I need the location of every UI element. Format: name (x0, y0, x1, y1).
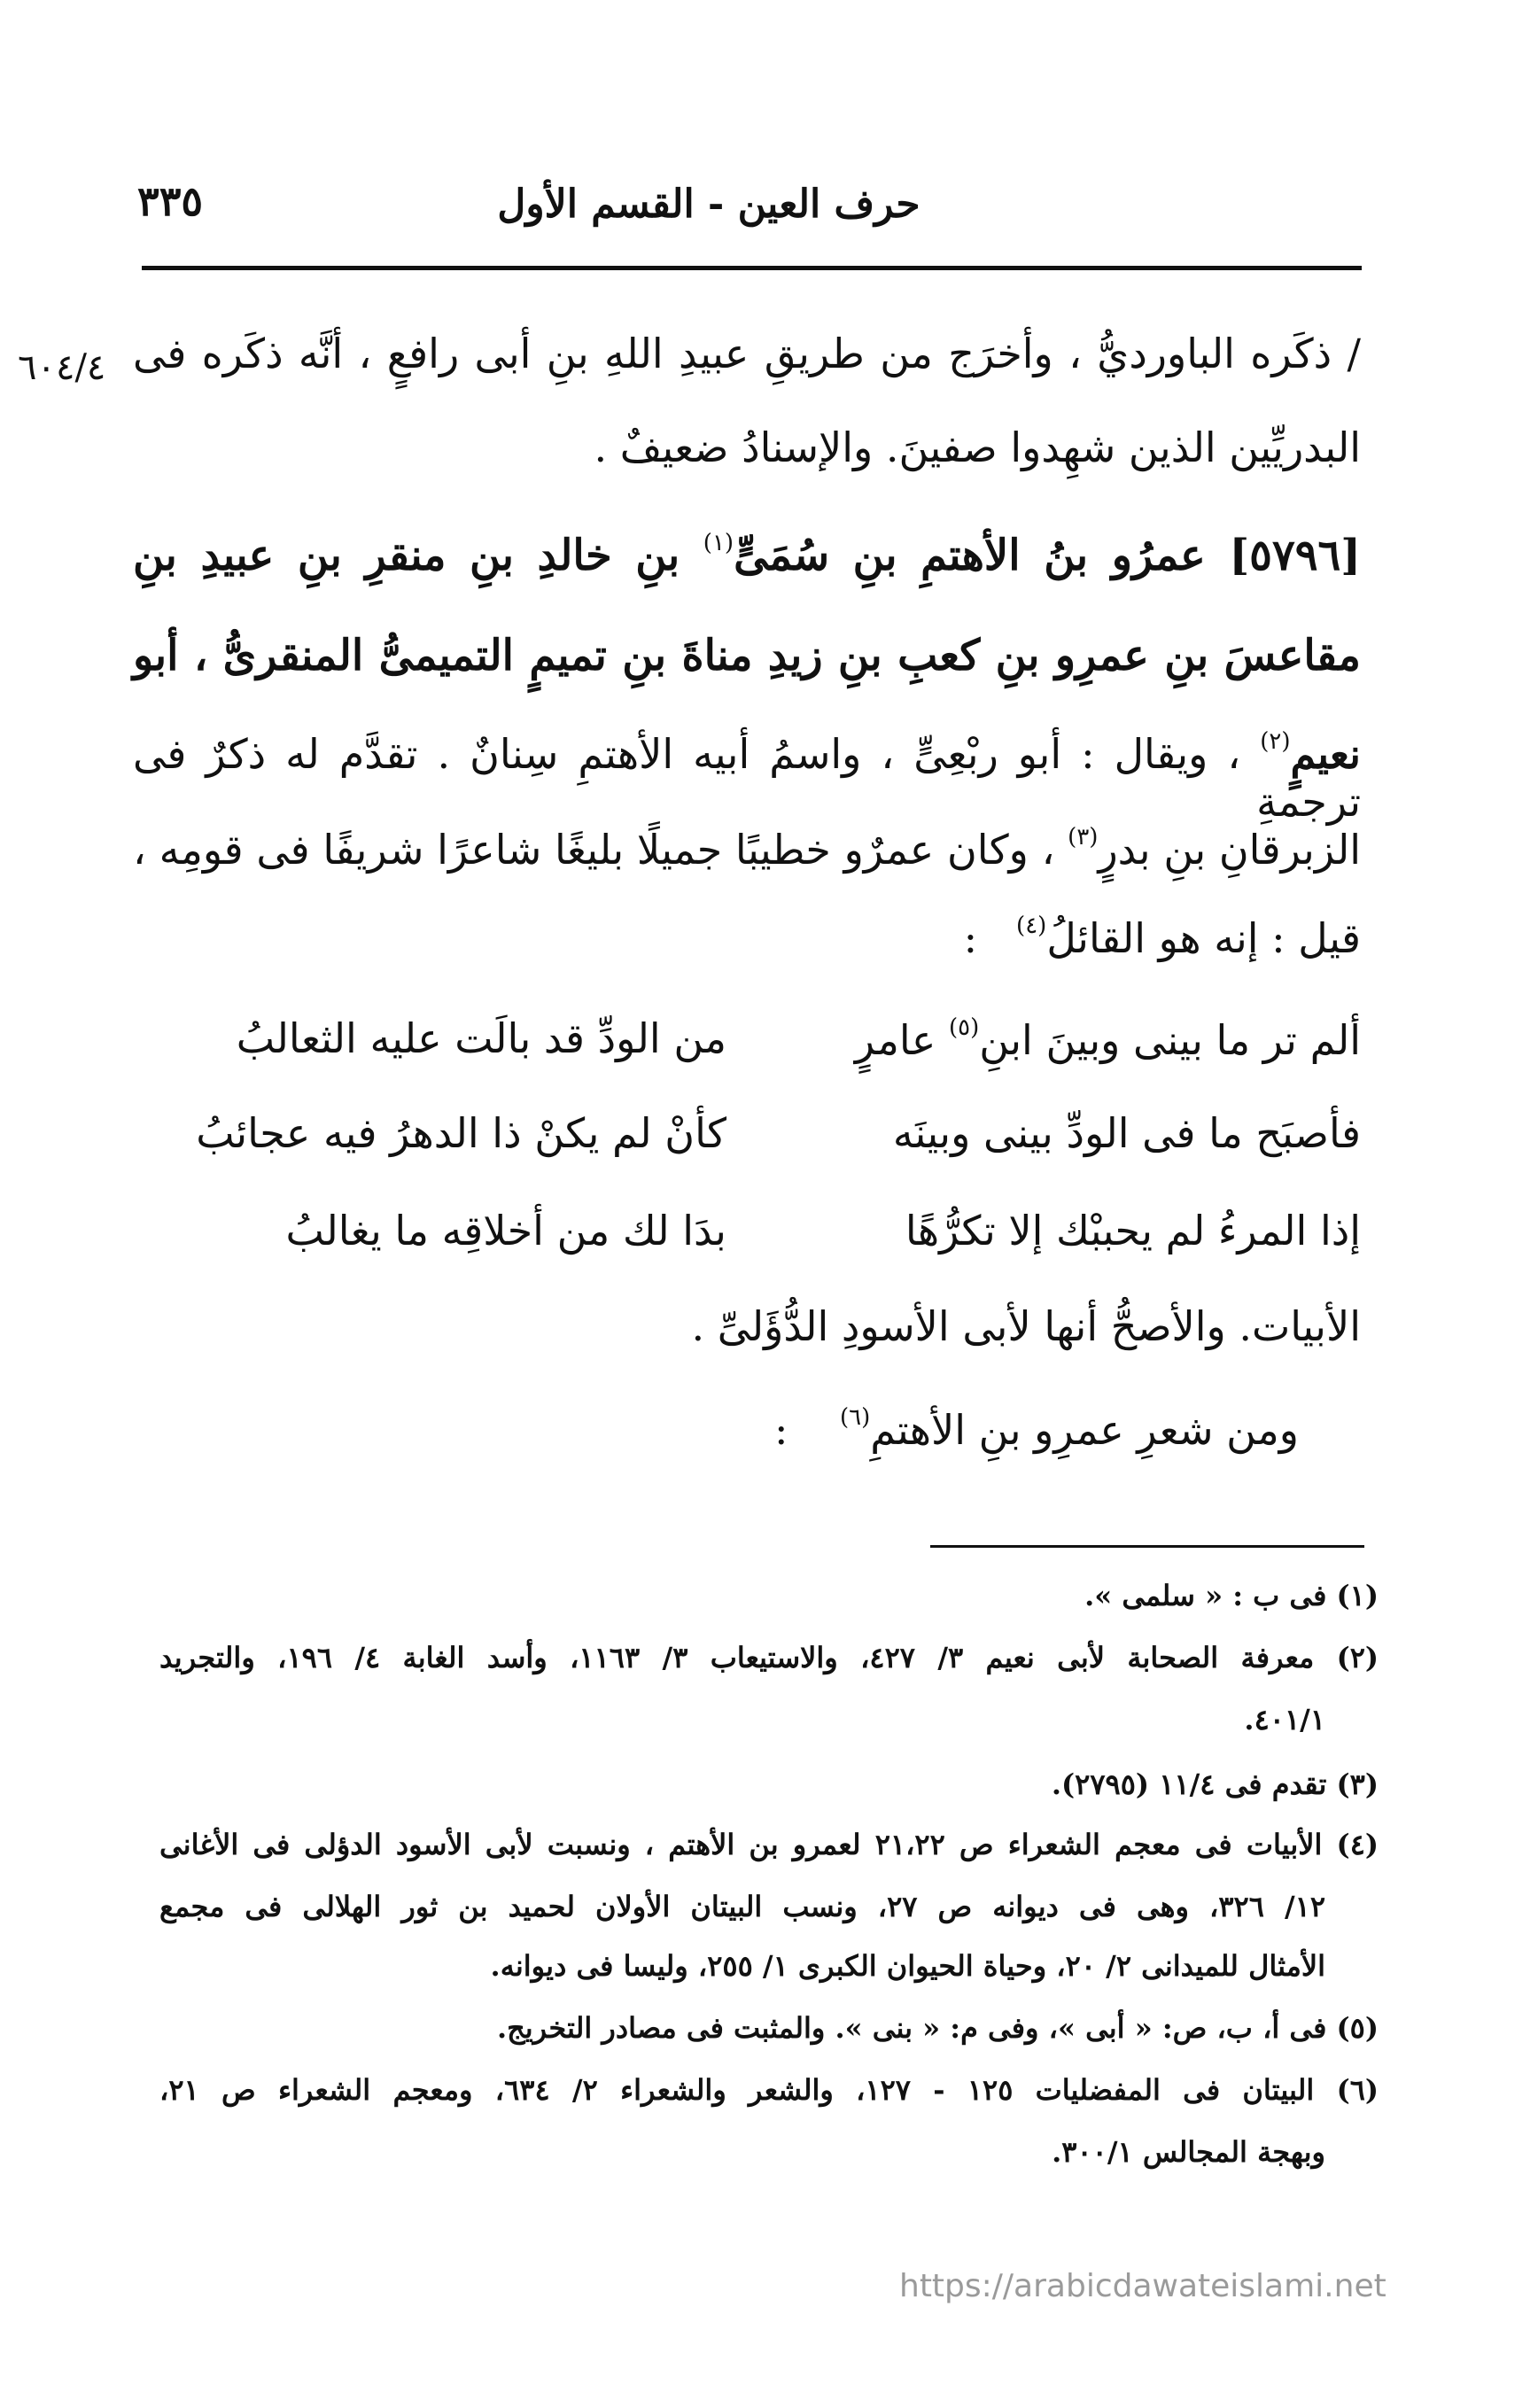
verse-3-second-hemistich: بدَا لك من أخلاقِه ما يغالبُ (285, 1207, 726, 1254)
verse-1-first-hemistich (820, 1014, 1361, 1064)
footnote-ref-1: (١) (703, 530, 734, 556)
intro-line-1: / ذكَره الباورديُّ ، وأخرَج من طريقِ عبيدِ اللهِ بنِ أبى رافعٍ ، أنَّه ذكَره فى (133, 330, 1361, 377)
footnote-4-line-1: (٤) الأبيات فى معجم الشعراء ص ٢١،٢٢ لعمرو بن الأهتم ، ونسبت لأبى الأسود الدؤلى فى الأغانى (159, 1828, 1379, 1861)
verse-1-second-hemistich: من الودِّ قد بالَت عليه الثعالبُ (236, 1014, 726, 1062)
entry-heading: [٥٧٩٦] عمرُو بنُ الأهتمِ بنِ سُمَىٍّ (734, 531, 1361, 580)
footnote-ref-5: (٥) (948, 1014, 980, 1041)
entry-line-1 (133, 530, 1361, 580)
footnote-2-line-1: (٢) معرفة الصحابة لأبى نعيم ٣/ ٤٢٧، والاستيعاب ٣/ ١١٦٣، وأسد الغابة ٤/ ١٩٦، والتجريد (159, 1641, 1379, 1674)
header-rule (142, 266, 1362, 270)
closing-line (774, 1404, 1299, 1454)
footnote-3: (٣) تقدم فى ١١/٤ (٢٧٩٥). (1051, 1767, 1379, 1801)
watermark-url: https://arabicdawateislami.net (899, 2268, 1387, 2304)
verse-text: عامرٍ (854, 1016, 936, 1064)
entry-line-2: مقاعسَ بنِ عمرِو بنِ كعبِ بنِ زيدِ مناةَ بنِ تميمٍ التميمىُّ المنقرىُّ ، أبو (133, 631, 1361, 680)
footnote-ref-6: (٦) (840, 1404, 871, 1431)
footnote-ref-4: (٤) (1016, 913, 1047, 939)
closing-text: ومن شعرِ عمرِو بنِ الأهتمِ (870, 1406, 1299, 1454)
footnote-ref-3: (٣) (1068, 824, 1099, 851)
verse-text: ألم تر ما بينى وبينَ ابنِ (979, 1016, 1361, 1064)
verse-2-second-hemistich: كأنْ لم يكنْ ذا الدهرُ فيه عجائبُ (196, 1109, 726, 1157)
footnote-1: (١) فى ب : « سلمى ». (1084, 1579, 1379, 1612)
entry-line-4-tail: ، وكان عمرٌو خطيبًا جميلًا بليغًا شاعرًا شريفًا فى قومِه ، (133, 826, 1055, 874)
entry-line-5 (964, 913, 1361, 962)
entry-line-5-tail: : (963, 914, 978, 962)
verse-3-first-hemistich: إذا المرءُ لم يحببْك إلا تكرُّهًا (905, 1207, 1361, 1254)
verse-2-first-hemistich: فأصبَح ما فى الودِّ بينى وبينَه (892, 1109, 1361, 1157)
entry-line-4-text: الزبرقانِ بنِ بدرٍ (1098, 826, 1362, 874)
entry-line-3-text: ، ويقال : أبو ربْعِىٍّ ، واسمُ أبيه الأهتمِ سِنانٌ . تقدَّم له ذكرٌ فى ترجمةِ (133, 730, 1361, 826)
closing-colon: : (774, 1406, 788, 1454)
footnote-6-line-2: وبهجة المجالس ٣٠٠/١. (1052, 2135, 1325, 2169)
entry-line-3 (133, 728, 1361, 826)
footnote-4-line-3: الأمثال للميدانى ٢/ ٢٠، وحياة الحيوان الكبرى ١/ ٢٥٥، وليسا فى ديوانه. (490, 1949, 1325, 1983)
entry-line-5-text: قيل : إنه هو القائلُ (1046, 914, 1361, 962)
footnote-ref-2: (٢) (1260, 728, 1291, 755)
entry-line-1-tail: بنِ خالدِ بنِ منقرِ بنِ عبيدِ بنِ (133, 531, 680, 580)
page-number: ٣٣٥ (137, 177, 204, 225)
intro-line-2: البدريِّين الذين شهِدوا صفينَ. والإسنادُ ضعيفٌ . (594, 423, 1361, 471)
after-verses-line: الأبيات. والأصحُّ أنها لأبى الأسودِ الدُّؤَلىِّ . (691, 1302, 1361, 1350)
footnote-5: (٥) فى أ، ب، ص: « أبى »، وفى م: « بنى ». والمثبت فى مصادر التخريج. (496, 2011, 1379, 2045)
footnote-2-line-2: ٤٠١/١. (1244, 1703, 1325, 1736)
footnote-separator (930, 1545, 1364, 1548)
margin-reference: ٦٠٤/٤ (18, 347, 106, 388)
entry-line-4 (133, 824, 1361, 874)
running-header-title: حرف العين - القسم الأول (497, 182, 920, 227)
footnote-4-line-2: ١٢/ ٣٢٦، وهى فى ديوانه ص ٢٧، ونسب البيتان الأولان لحميد بن ثور الهلالى فى مجمع (159, 1890, 1326, 1923)
footnote-6-line-1: (٦) البيتان فى المفضليات ١٢٥ - ١٢٧، والشعر والشعراء ٢/ ٦٣٤، ومعجم الشعراء ص ٢١، (159, 2073, 1379, 2107)
kunya-text: نعيمٍ (1290, 730, 1361, 778)
